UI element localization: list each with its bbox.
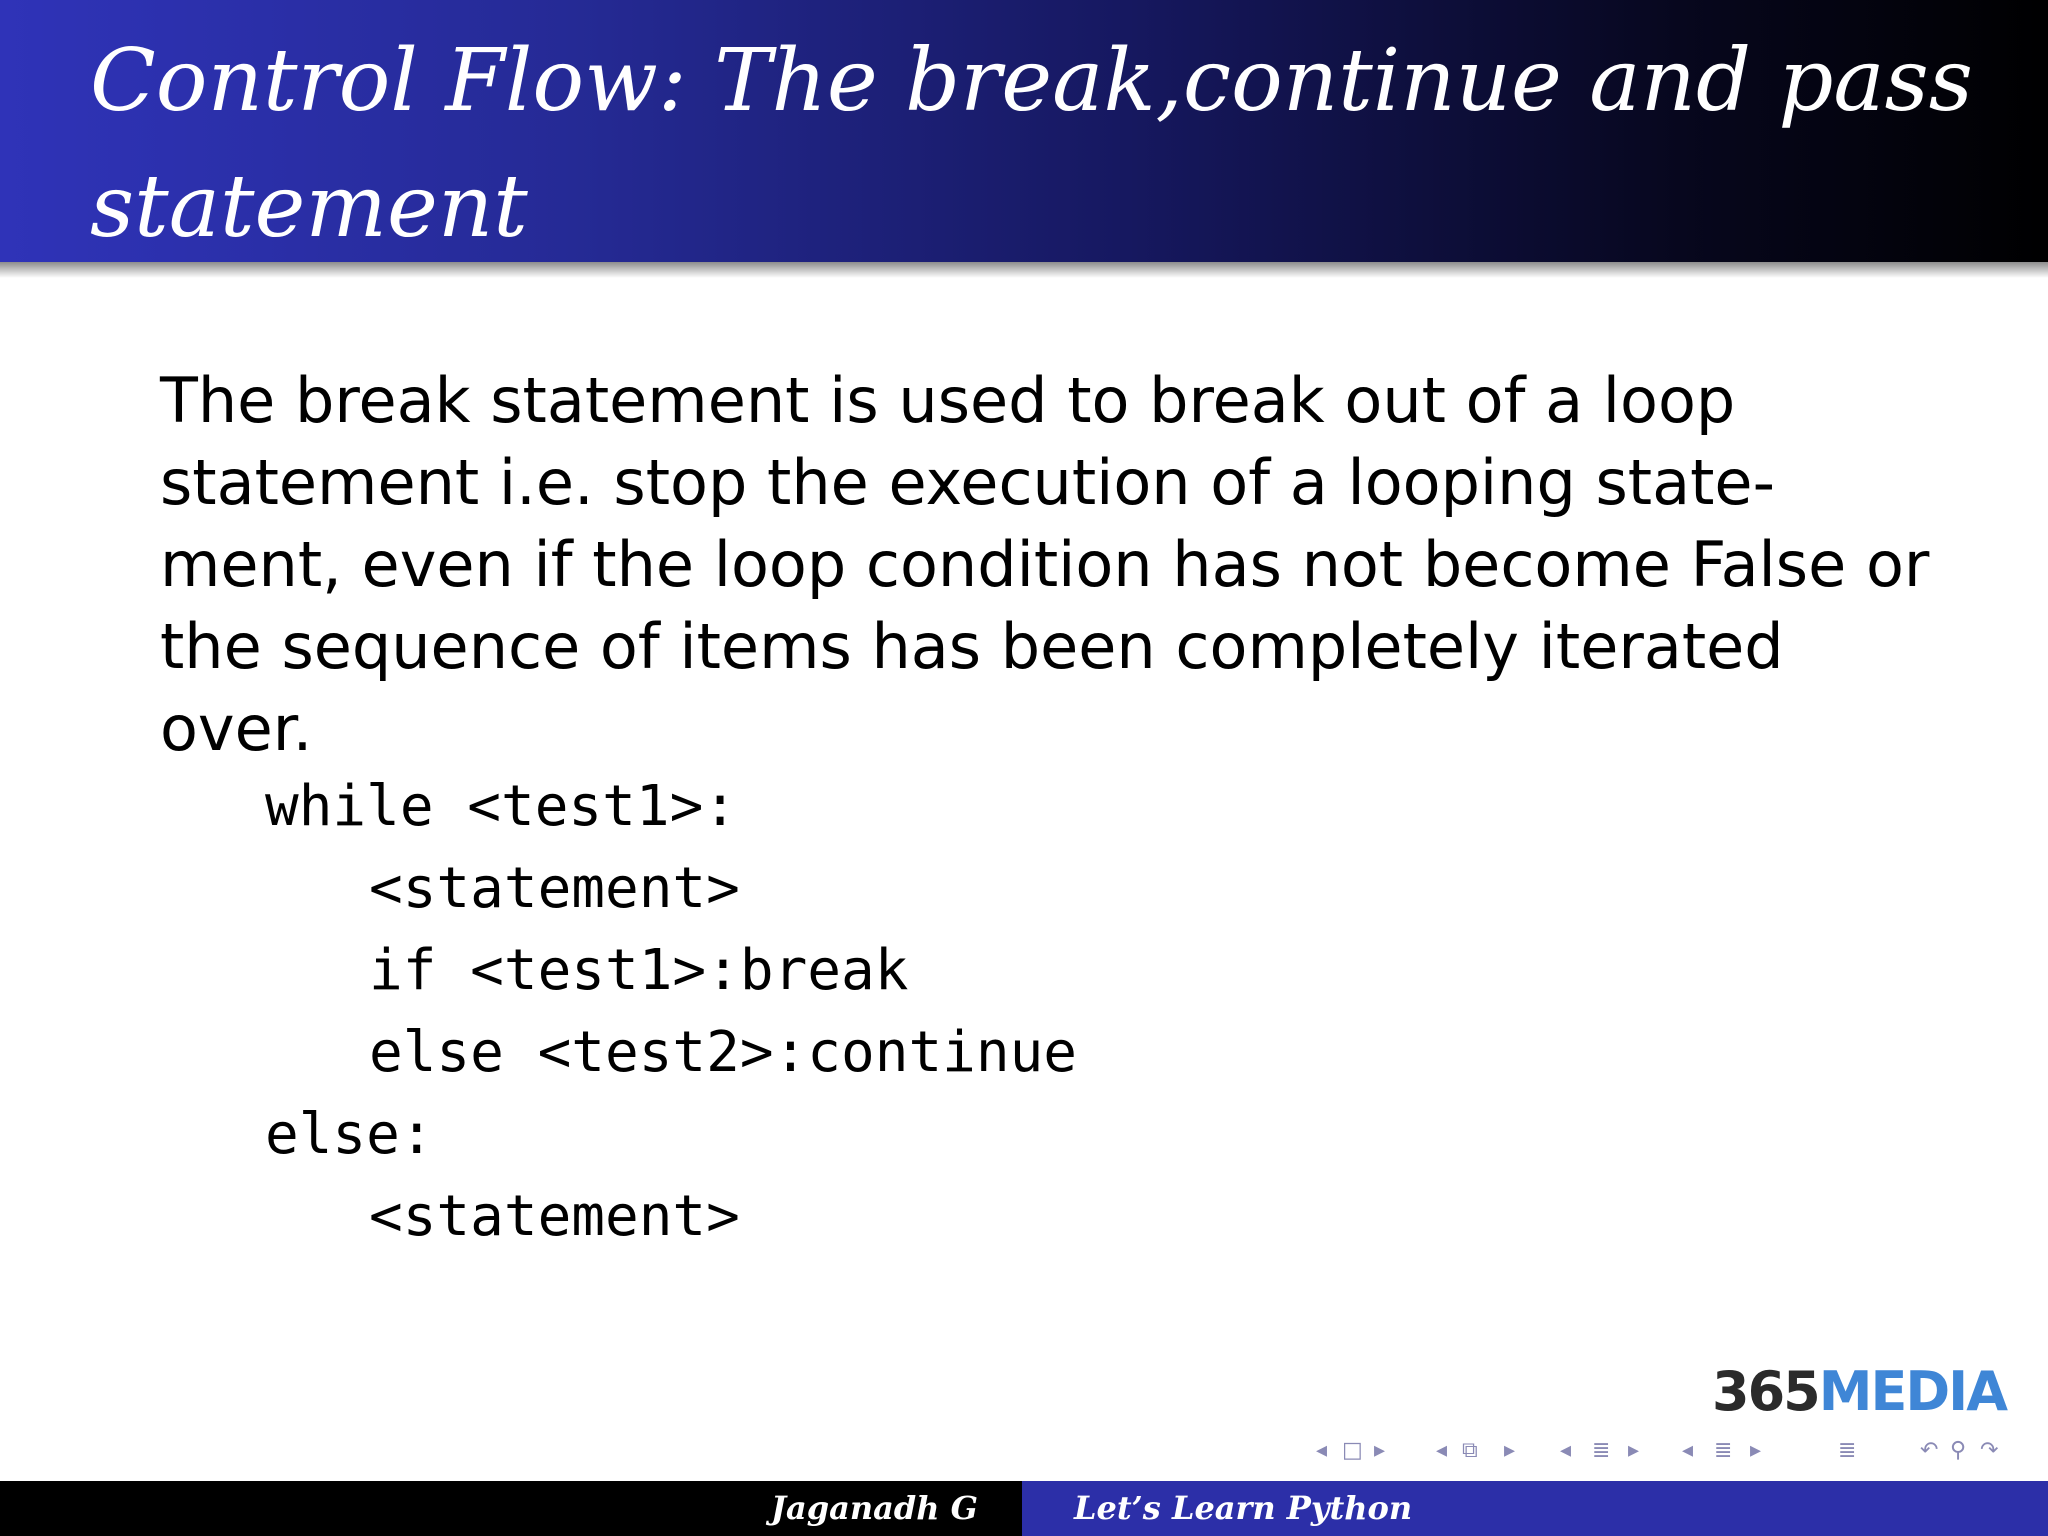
code-line: <statement>: [369, 856, 740, 921]
forward-icon[interactable]: ↷: [1980, 1438, 1999, 1463]
subsection-icon[interactable]: ≣: [1592, 1438, 1611, 1463]
back-icon[interactable]: ↶: [1920, 1438, 1939, 1463]
nav-right-arrow-icon[interactable]: ▸: [1750, 1438, 1762, 1463]
code-block: [265, 766, 1077, 1258]
slide-footer: [0, 1481, 2048, 1536]
logo-number: 365: [1712, 1360, 1819, 1423]
body-paragraph: The break statement is used to break out of a loop statement i.e. stop the execution of a looping state-ment, even if the loop condition has not become False or the sequence of items has been completely iterated over.: [160, 364, 1930, 765]
code-line: <statement>: [369, 1184, 740, 1249]
nav-right-arrow-icon[interactable]: ▸: [1504, 1438, 1516, 1463]
slide-title: Control Flow: The break,continue and pass statement: [90, 31, 1973, 257]
code-line: else <test2>:continue: [369, 1020, 1078, 1085]
section-frames-icon[interactable]: ⧉: [1462, 1438, 1478, 1463]
header-shadow: [0, 262, 2048, 278]
nav-left-arrow-icon[interactable]: ◂: [1436, 1438, 1448, 1463]
footer-talk-title: Let’s Learn Python: [1022, 1481, 2048, 1536]
media-logo: [1712, 1362, 2006, 1422]
nav-right-arrow-icon[interactable]: ▸: [1628, 1438, 1640, 1463]
slide-header: [0, 0, 2048, 262]
nav-right-arrow-icon[interactable]: ▸: [1374, 1438, 1386, 1463]
section-icon[interactable]: ≣: [1714, 1438, 1733, 1463]
code-line: else:: [265, 1102, 434, 1167]
beamer-navigation: [1316, 1434, 2026, 1470]
appendix-icon[interactable]: ≣: [1838, 1438, 1857, 1463]
frame-icon[interactable]: □: [1342, 1438, 1363, 1463]
logo-word: MEDIA: [1818, 1360, 2007, 1423]
nav-left-arrow-icon[interactable]: ◂: [1560, 1438, 1572, 1463]
nav-left-arrow-icon[interactable]: ◂: [1316, 1438, 1328, 1463]
nav-left-arrow-icon[interactable]: ◂: [1682, 1438, 1694, 1463]
code-line: if <test1>:break: [369, 938, 909, 1003]
footer-author: Jaganadh G: [0, 1481, 1022, 1536]
search-zoom-icon[interactable]: ⚲: [1950, 1438, 1967, 1463]
code-line: while <test1>:: [265, 774, 738, 839]
